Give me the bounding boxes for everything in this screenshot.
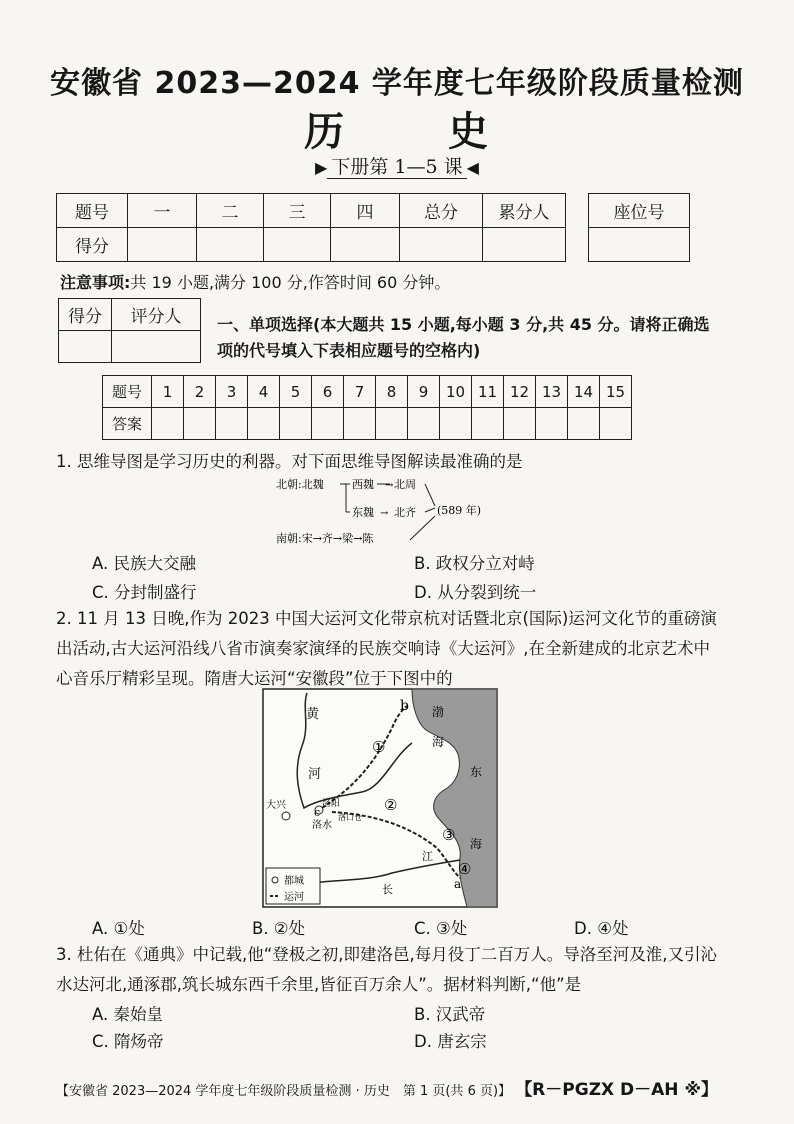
q1-option-d: D. 从分裂到统一: [414, 583, 537, 602]
score-cell[interactable]: [400, 228, 483, 262]
footer-code: 【R－PGZX D－AH ※】: [515, 1080, 718, 1100]
seat-label: 座位号: [589, 194, 690, 228]
exam-title: 安徽省 2023—2024 学年度七年级阶段质量检测: [50, 66, 744, 101]
answer-number-cell: 14: [568, 376, 600, 408]
score-header-cell: 题号: [57, 194, 128, 228]
map-label-hai1: 海: [432, 735, 445, 749]
q3-option-c: C. 隋炀帝: [92, 1032, 164, 1051]
city-daxing-icon: [282, 812, 290, 820]
q2-map: [262, 688, 498, 908]
score-header-cell: 累分人: [483, 194, 566, 228]
answer-input-cell[interactable]: [184, 408, 216, 440]
q2-option-c: C. ③处: [414, 919, 468, 938]
map-label-hai2: 海: [470, 837, 483, 851]
answer-number-cell: 5: [280, 376, 312, 408]
map-label-jiang: 江: [422, 850, 433, 863]
map-label-luoyang: 洛阳: [322, 799, 341, 809]
grade-score-cell[interactable]: [59, 331, 112, 363]
q1-stem: 1. 思维导图是学习历史的利器。对下面思维导图解读最准确的是: [56, 452, 523, 471]
map-marker-4: ④: [458, 860, 472, 878]
arrow-icon: →: [380, 508, 389, 519]
notice-label: 注意事项:: [60, 273, 131, 292]
map-label-huang: 黄: [306, 707, 320, 722]
subject-title: [0, 100, 794, 157]
answer-number-row: [103, 376, 632, 408]
answer-input-cell[interactable]: [472, 408, 504, 440]
answer-number-cell: 2: [184, 376, 216, 408]
q2-option-d: D. ④处: [574, 919, 629, 938]
triangle-left-icon: ◀: [466, 158, 479, 177]
answer-number-cell: 1: [152, 376, 184, 408]
legend-city-icon: [272, 877, 278, 883]
answer-number-cell: 12: [504, 376, 536, 408]
footer: [56, 1075, 756, 1100]
section-1-title: 一、单项选择(本大题共 15 小题,每小题 3 分,共 45 分。请将正确选项的代号填入下表相应题号的空格内): [217, 315, 710, 360]
map-label-a: a: [454, 877, 462, 891]
grade-score-label: 得分: [59, 299, 112, 331]
answer-number-cell: 10: [440, 376, 472, 408]
mindmap-west-wei: 西魏: [352, 478, 374, 491]
map-label-c: c: [314, 806, 321, 819]
map-label-bo: 渤: [432, 705, 445, 719]
notice-text: 共 19 小题,满分 100 分,作答时间 60 分钟。: [130, 273, 451, 292]
score-cell[interactable]: [483, 228, 566, 262]
answer-input-cell[interactable]: [504, 408, 536, 440]
answer-number-cell: 7: [344, 376, 376, 408]
map-label-luoshui: 洛水: [312, 820, 332, 831]
triangle-right-icon: ▶: [315, 158, 328, 177]
answer-input-cell[interactable]: [440, 408, 472, 440]
grade-table: [58, 298, 201, 363]
answer-row1-label: 题号: [103, 376, 152, 408]
answer-table: [102, 375, 632, 440]
seat-cell[interactable]: [589, 228, 690, 262]
answer-input-cell[interactable]: [536, 408, 568, 440]
q3-option-d: D. 唐玄宗: [414, 1032, 487, 1051]
score-header-cell: 三: [264, 194, 331, 228]
mindmap-north-zhou: 北周: [394, 478, 416, 491]
map-marker-1: ①: [372, 738, 386, 756]
score-cell[interactable]: [331, 228, 400, 262]
answer-input-cell[interactable]: [152, 408, 184, 440]
score-cell[interactable]: [264, 228, 331, 262]
subject-char-1: 历: [304, 108, 347, 155]
mindmap-east-wei: 东魏: [352, 506, 374, 519]
score-header-cell: 总分: [400, 194, 483, 228]
answer-input-cell[interactable]: [312, 408, 344, 440]
q3-option-a: A. 秦始皇: [92, 1005, 163, 1024]
mindmap-north: 北朝:北魏: [276, 478, 324, 491]
seat-table: [588, 193, 690, 262]
grade-grader-label: 评分人: [112, 299, 201, 331]
score-cell[interactable]: [128, 228, 197, 262]
answer-number-cell: 8: [376, 376, 408, 408]
score-row-label: 得分: [57, 228, 128, 262]
score-header-cell: 四: [331, 194, 400, 228]
answer-row2-label: 答案: [103, 408, 152, 440]
answer-input-cell[interactable]: [280, 408, 312, 440]
score-cell[interactable]: [197, 228, 264, 262]
q1-option-a: A. 民族大交融: [92, 554, 196, 573]
answer-input-cell[interactable]: [248, 408, 280, 440]
answer-number-cell: 11: [472, 376, 504, 408]
map-label-b: b: [400, 698, 409, 714]
score-header-cell: 一: [128, 194, 197, 228]
answer-number-cell: 9: [408, 376, 440, 408]
grade-grader-cell[interactable]: [112, 331, 201, 363]
q1-mindmap: [270, 472, 530, 552]
q3-option-b: B. 汉武帝: [414, 1005, 486, 1024]
map-marker-2: ②: [384, 796, 398, 814]
scope-text: 下册第 1—5 课: [327, 156, 466, 179]
arrow-icon: →: [385, 480, 394, 491]
scope-line: [0, 152, 794, 179]
answer-input-cell[interactable]: [344, 408, 376, 440]
answer-number-cell: 6: [312, 376, 344, 408]
answer-input-cell[interactable]: [408, 408, 440, 440]
legend-city-label: 都城: [284, 876, 304, 887]
map-label-dong: 东: [470, 765, 483, 779]
q2-option-b: B. ②处: [252, 919, 306, 938]
mindmap-year: (589 年): [437, 504, 482, 517]
q1-option-b: B. 政权分立对峙: [414, 554, 535, 573]
map-marker-3: ③: [442, 826, 456, 844]
score-table-header-row: [57, 194, 566, 228]
footer-text: 【安徽省 2023—2024 学年度七年级阶段质量检测 · 历史 第 1 页(共 6 页)】: [56, 1084, 512, 1099]
q3-stem: 3. 杜佑在《通典》中记载,他“登极之初,即建洛邑,每月役丁二百万人。导洛至河及淮,又引沁水达河北,通涿郡,筑长城东西千余里,皆征百万余人”。据材料判断,“他”是: [56, 945, 718, 994]
answer-input-cell[interactable]: [216, 408, 248, 440]
q2-stem: 2. 11 月 13 日晚,作为 2023 中国大运河文化带京杭对话暨北京(国际)运河文化节的重磅演出活动,古大运河沿线八省市演奏家演绎的民族交响诗《大运河》,在全新建成的北京艺术中心音乐厅精彩呈现。隋唐大运河“安徽段”位于下图中的: [56, 609, 717, 688]
subject-char-2: 史: [447, 108, 490, 155]
score-header-cell: 二: [197, 194, 264, 228]
answer-number-cell: 3: [216, 376, 248, 408]
q1-option-c: C. 分封制盛行: [92, 583, 197, 602]
answer-input-row: [103, 408, 632, 440]
notice: [60, 270, 450, 293]
map-label-chang: 长: [382, 883, 393, 896]
map-label-he: 河: [308, 767, 322, 782]
q2-option-a: A. ①处: [92, 919, 145, 938]
answer-number-cell: 13: [536, 376, 568, 408]
map-label-luokoucang: 洛口仓: [338, 813, 362, 822]
map-label-daxing: 大兴: [266, 800, 286, 811]
mindmap-north-qi: 北齐: [394, 506, 416, 519]
score-table-score-row: [57, 228, 566, 262]
score-table: [56, 193, 566, 262]
answer-number-cell: 4: [248, 376, 280, 408]
answer-input-cell[interactable]: [376, 408, 408, 440]
answer-number-cell: 15: [600, 376, 632, 408]
legend-canal-label: 运河: [284, 892, 304, 903]
mindmap-south: 南朝:宋→齐→梁→陈: [276, 532, 374, 545]
answer-input-cell[interactable]: [568, 408, 600, 440]
answer-input-cell[interactable]: [600, 408, 632, 440]
